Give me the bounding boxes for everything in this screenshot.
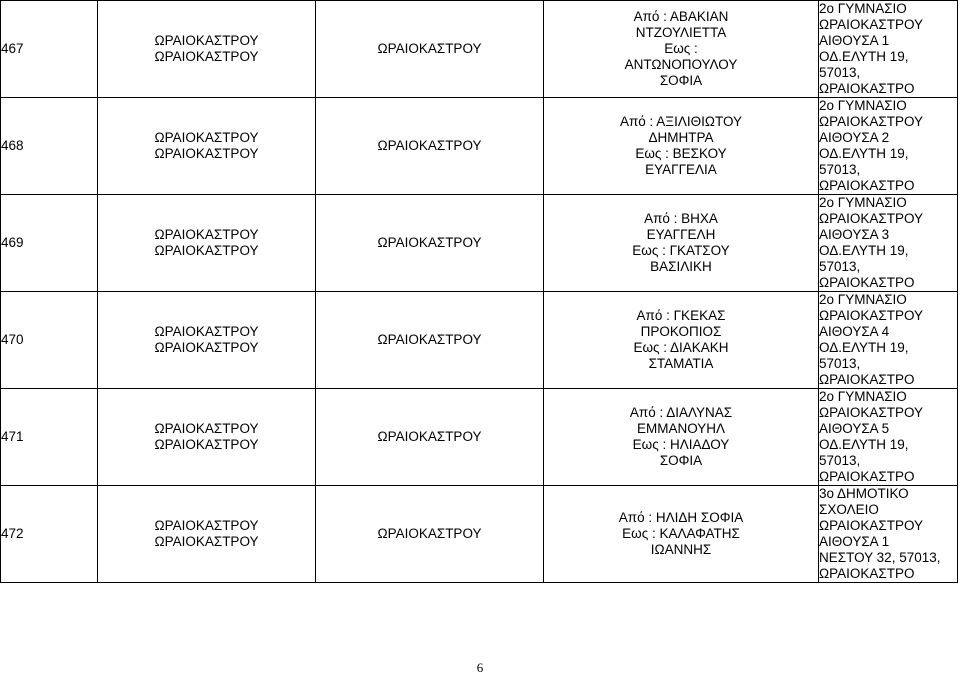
exam-center-cell: [819, 486, 958, 583]
exam-center-cell-line: ΩΡΑΙΟΚΑΣΤΡΟ: [819, 469, 915, 484]
exam-center-cell: [819, 98, 958, 195]
surname-range-cell-line: Από : ΑΞΙΛΙΘΙΩΤΟΥ: [619, 114, 743, 129]
municipality-cell: [98, 486, 316, 583]
surname-range-cell-line: ΕΜΜΑΝΟΥΗΛ: [636, 421, 726, 436]
municipality-cell: [98, 292, 316, 389]
exam-center-cell-line: ΩΡΑΙΟΚΑΣΤΡΟΥ: [819, 405, 924, 420]
municipality-cell-line: ΩΡΑΙΟΚΑΣΤΡΟΥ: [154, 33, 259, 48]
surname-range-cell: [544, 389, 819, 486]
department-cell: ΩΡΑΙΟΚΑΣΤΡΟΥ: [316, 389, 544, 486]
exam-center-cell-line: ΑΙΘΟΥΣΑ 3: [819, 227, 890, 242]
exam-center-cell-line: ΩΡΑΙΟΚΑΣΤΡΟ: [819, 81, 915, 96]
department-cell: ΩΡΑΙΟΚΑΣΤΡΟΥ: [316, 195, 544, 292]
municipality-cell: [98, 389, 316, 486]
municipality-cell: [98, 195, 316, 292]
surname-range-cell-line: Από : ΔΙΑΛΥΝΑΣ: [629, 405, 733, 420]
exam-center-cell-line: 2ο ΓΥΜΝΑΣΙΟ: [819, 195, 907, 210]
exam-center-cell-line: 57013,: [819, 453, 861, 468]
exam-center-cell-line: 57013,: [819, 259, 861, 274]
exam-center-cell-line: ΩΡΑΙΟΚΑΣΤΡΟΥ: [819, 308, 924, 323]
municipality-cell-line: ΩΡΑΙΟΚΑΣΤΡΟΥ: [154, 49, 259, 64]
surname-range-cell-line: Από : ΗΛΙΔΗ ΣΟΦΙΑ: [618, 510, 744, 525]
department-cell: ΩΡΑΙΟΚΑΣΤΡΟΥ: [316, 1, 544, 98]
surname-range-cell: [544, 195, 819, 292]
surname-range-cell-line: Εως : ΚΑΛΑΦΑΤΗΣ: [622, 526, 740, 541]
exam-center-cell-line: ΩΡΑΙΟΚΑΣΤΡΟ: [819, 566, 915, 581]
table-row: [1, 98, 958, 195]
municipality-cell: [98, 1, 316, 98]
surname-range-cell-line: Εως : ΔΙΑΚΑΚΗ: [633, 340, 729, 355]
surname-range-cell-line: ΣΟΦΙΑ: [659, 73, 703, 88]
exam-center-cell-line: 57013,: [819, 65, 861, 80]
table-row: [1, 486, 958, 583]
surname-range-cell: [544, 486, 819, 583]
surname-range-cell-line: Από : ΒΗΧΑ: [644, 211, 718, 226]
exam-center-cell-line: ΟΔ.ΕΛΥΤΗ 19,: [819, 49, 909, 64]
exam-center-cell-line: ΝΕΣΤΟΥ 32, 57013,: [819, 550, 941, 565]
surname-range-cell-line: ΕΥΑΓΓΕΛΗ: [646, 227, 716, 242]
row-number: 469: [1, 195, 98, 292]
table-row: [1, 292, 958, 389]
exam-center-cell-line: ΩΡΑΙΟΚΑΣΤΡΟ: [819, 178, 915, 193]
exam-center-cell-line: ΩΡΑΙΟΚΑΣΤΡΟΥ: [819, 114, 924, 129]
exam-center-cell-line: ΩΡΑΙΟΚΑΣΤΡΟΥ: [819, 518, 924, 533]
surname-range-cell-line: Από : ΓΚΕΚΑΣ: [636, 308, 726, 323]
exam-center-cell-line: ΩΡΑΙΟΚΑΣΤΡΟΥ: [819, 211, 924, 226]
exam-center-cell-line: ΑΙΘΟΥΣΑ 5: [819, 421, 890, 436]
table-row: [1, 195, 958, 292]
surname-range-cell-line: ΠΡΟΚΟΠΙΟΣ: [640, 324, 722, 339]
surname-range-cell: [544, 1, 819, 98]
surname-range-cell-line: ΣΟΦΙΑ: [659, 453, 703, 468]
surname-range-cell-line: Από : ΑΒΑΚΙΑΝ: [633, 9, 729, 24]
exam-center-cell-line: ΑΙΘΟΥΣΑ 1: [819, 534, 890, 549]
row-number: 471: [1, 389, 98, 486]
row-number: 472: [1, 486, 98, 583]
exam-center-cell-line: ΣΧΟΛΕΙΟ: [819, 502, 879, 517]
exam-center-cell-line: ΩΡΑΙΟΚΑΣΤΡΟΥ: [819, 17, 924, 32]
surname-range-cell-line: ΔΗΜΗΤΡΑ: [648, 130, 714, 145]
exam-center-cell: [819, 292, 958, 389]
exam-center-cell-line: ΑΙΘΟΥΣΑ 1: [819, 33, 890, 48]
exam-center-cell-line: 2ο ΓΥΜΝΑΣΙΟ: [819, 1, 907, 16]
table-body: [1, 1, 958, 583]
surname-range-cell-line: ΙΩΑΝΝΗΣ: [650, 542, 712, 557]
exam-center-cell-line: ΟΔ.ΕΛΥΤΗ 19,: [819, 340, 909, 355]
page-number: 6: [476, 660, 484, 675]
exam-center-cell-line: ΑΙΘΟΥΣΑ 4: [819, 324, 890, 339]
exam-center-cell-line: ΩΡΑΙΟΚΑΣΤΡΟ: [819, 275, 915, 290]
exam-center-cell-line: 2ο ΓΥΜΝΑΣΙΟ: [819, 389, 907, 404]
exam-center-cell-line: ΩΡΑΙΟΚΑΣΤΡΟ: [819, 372, 915, 387]
table-row: [1, 1, 958, 98]
exam-center-cell: [819, 195, 958, 292]
surname-range-cell-line: ΝΤΖΟΥΛΙΕΤΤΑ: [635, 25, 727, 40]
surname-range-cell: [544, 98, 819, 195]
municipality-cell-line: ΩΡΑΙΟΚΑΣΤΡΟΥ: [154, 130, 259, 145]
municipality-cell-line: ΩΡΑΙΟΚΑΣΤΡΟΥ: [154, 534, 259, 549]
municipality-cell-line: ΩΡΑΙΟΚΑΣΤΡΟΥ: [154, 421, 259, 436]
surname-range-cell-line: ΕΥΑΓΓΕΛΙΑ: [645, 162, 717, 177]
surname-range-cell: [544, 292, 819, 389]
municipality-cell-line: ΩΡΑΙΟΚΑΣΤΡΟΥ: [154, 146, 259, 161]
row-number: 467: [1, 1, 98, 98]
surname-range-cell-line: Εως : ΗΛΙΑΔΟΥ: [632, 437, 730, 452]
municipality-cell-line: ΩΡΑΙΟΚΑΣΤΡΟΥ: [154, 518, 259, 533]
exam-center-cell: [819, 1, 958, 98]
row-number: 468: [1, 98, 98, 195]
exam-center-cell-line: ΟΔ.ΕΛΥΤΗ 19,: [819, 243, 909, 258]
surname-range-cell-line: ΑΝΤΩΝΟΠΟΥΛΟΥ: [624, 57, 738, 72]
exam-center-cell-line: 2ο ΓΥΜΝΑΣΙΟ: [819, 292, 907, 307]
exam-center-cell-line: 2ο ΓΥΜΝΑΣΙΟ: [819, 98, 907, 113]
surname-range-cell-line: Εως :: [664, 41, 698, 56]
row-number: 470: [1, 292, 98, 389]
municipality-cell-line: ΩΡΑΙΟΚΑΣΤΡΟΥ: [154, 243, 259, 258]
surname-range-cell-line: ΒΑΣΙΛΙΚΗ: [650, 259, 712, 274]
surname-range-cell-line: Εως : ΓΚΑΤΣΟΥ: [632, 243, 730, 258]
municipality-cell-line: ΩΡΑΙΟΚΑΣΤΡΟΥ: [154, 437, 259, 452]
exam-center-cell-line: ΑΙΘΟΥΣΑ 2: [819, 130, 890, 145]
department-cell: ΩΡΑΙΟΚΑΣΤΡΟΥ: [316, 292, 544, 389]
table-row: [1, 389, 958, 486]
exam-center-cell-line: ΟΔ.ΕΛΥΤΗ 19,: [819, 437, 909, 452]
surname-range-cell-line: ΣΤΑΜΑΤΙΑ: [648, 356, 714, 371]
municipality-cell-line: ΩΡΑΙΟΚΑΣΤΡΟΥ: [154, 227, 259, 242]
department-cell: ΩΡΑΙΟΚΑΣΤΡΟΥ: [316, 486, 544, 583]
exam-center-cell-line: 57013,: [819, 162, 861, 177]
exam-center-cell-line: 57013,: [819, 356, 861, 371]
surname-range-cell-line: Εως : ΒΕΣΚΟΥ: [635, 146, 727, 161]
exam-center-cell-line: 3ο ΔΗΜΟΤΙΚΟ: [819, 486, 909, 501]
municipality-cell-line: ΩΡΑΙΟΚΑΣΤΡΟΥ: [154, 340, 259, 355]
exam-center-cell-line: ΟΔ.ΕΛΥΤΗ 19,: [819, 146, 909, 161]
municipality-cell-line: ΩΡΑΙΟΚΑΣΤΡΟΥ: [154, 324, 259, 339]
department-cell: ΩΡΑΙΟΚΑΣΤΡΟΥ: [316, 98, 544, 195]
municipality-cell: [98, 98, 316, 195]
exam-center-cell: [819, 389, 958, 486]
